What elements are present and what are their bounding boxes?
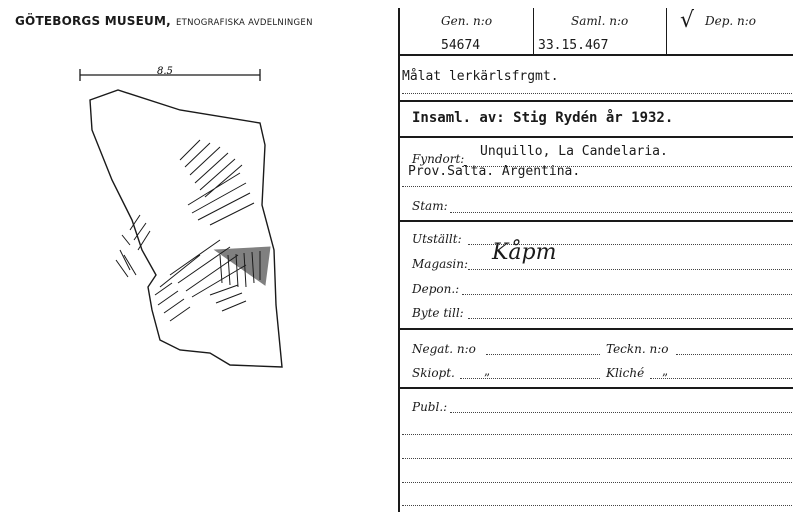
dep-no-label: Dep. n:o: [705, 14, 757, 28]
publ-line-2: [402, 434, 792, 435]
check-mark: √: [680, 8, 695, 33]
publ-line-1: [450, 412, 792, 413]
magasin-line: [468, 269, 792, 270]
byte-line: [468, 318, 792, 319]
scale-bar: [80, 66, 260, 81]
negat-line: [486, 354, 600, 355]
skiopt-line: [460, 378, 600, 379]
skiopt-ditto: „: [484, 364, 491, 378]
publ-line-3: [402, 458, 792, 459]
collected-rule: [398, 136, 793, 138]
card-left-border: [398, 8, 400, 512]
fyndort-value-2: Prov.Salta. Argentina.: [408, 164, 581, 179]
fyndort-rule: [398, 220, 793, 222]
teckn-line: [676, 354, 792, 355]
museum-header: [15, 10, 313, 29]
fragment-outline: [90, 90, 282, 367]
kliche-ditto: „: [662, 364, 669, 378]
byte-label: Byte till:: [412, 306, 464, 320]
museum-name: GÖTEBORGS MUSEUM,: [15, 14, 171, 28]
fyndort-line-2: [402, 186, 792, 187]
magasin-value: Kåpm: [492, 240, 557, 265]
publ-line-5: [402, 505, 792, 506]
gen-no-label: Gen. n:o: [441, 14, 493, 28]
magasin-label: Magasin:: [412, 257, 469, 271]
negat-label: Negat. n:o: [412, 342, 476, 356]
publ-line-4: [402, 482, 792, 483]
gen-no-value: 54674: [441, 38, 481, 53]
painted-hatching: [116, 140, 270, 321]
utstallt-label: Utställt:: [412, 232, 462, 246]
media-rule: [398, 387, 793, 389]
depon-label: Depon.:: [412, 282, 460, 296]
kliche-line: [650, 378, 792, 379]
description-line: [402, 93, 792, 94]
header-row-rule: [398, 54, 793, 56]
column-divider-1: [533, 8, 534, 54]
saml-no-value: 33.15.467: [538, 38, 609, 53]
collected-by: Insaml. av: Stig Rydén år 1932.: [412, 110, 674, 126]
kliche-label: Kliché: [606, 366, 645, 380]
stam-label: Stam:: [412, 199, 448, 213]
fyndort-value: Unquillo, La Candelaria.: [480, 144, 668, 159]
stam-line: [450, 212, 792, 213]
depon-line: [462, 294, 792, 295]
fragment-sketch: [60, 55, 300, 385]
saml-no-label: Saml. n:o: [571, 14, 629, 28]
description-rule: [398, 100, 793, 102]
object-description: Målat lerkärlsfrgmt.: [402, 69, 559, 84]
department-name: ETNOGRAFISKA AVDELNINGEN: [175, 18, 313, 28]
scale-label: 8.5: [157, 66, 173, 77]
teckn-label: Teckn. n:o: [606, 342, 669, 356]
skiopt-label: Skiopt.: [412, 366, 455, 380]
column-divider-2: [666, 8, 667, 54]
fyndort-label: Fyndort:: [412, 152, 465, 166]
storage-rule: [398, 328, 793, 330]
publ-label: Publ.:: [412, 400, 448, 414]
